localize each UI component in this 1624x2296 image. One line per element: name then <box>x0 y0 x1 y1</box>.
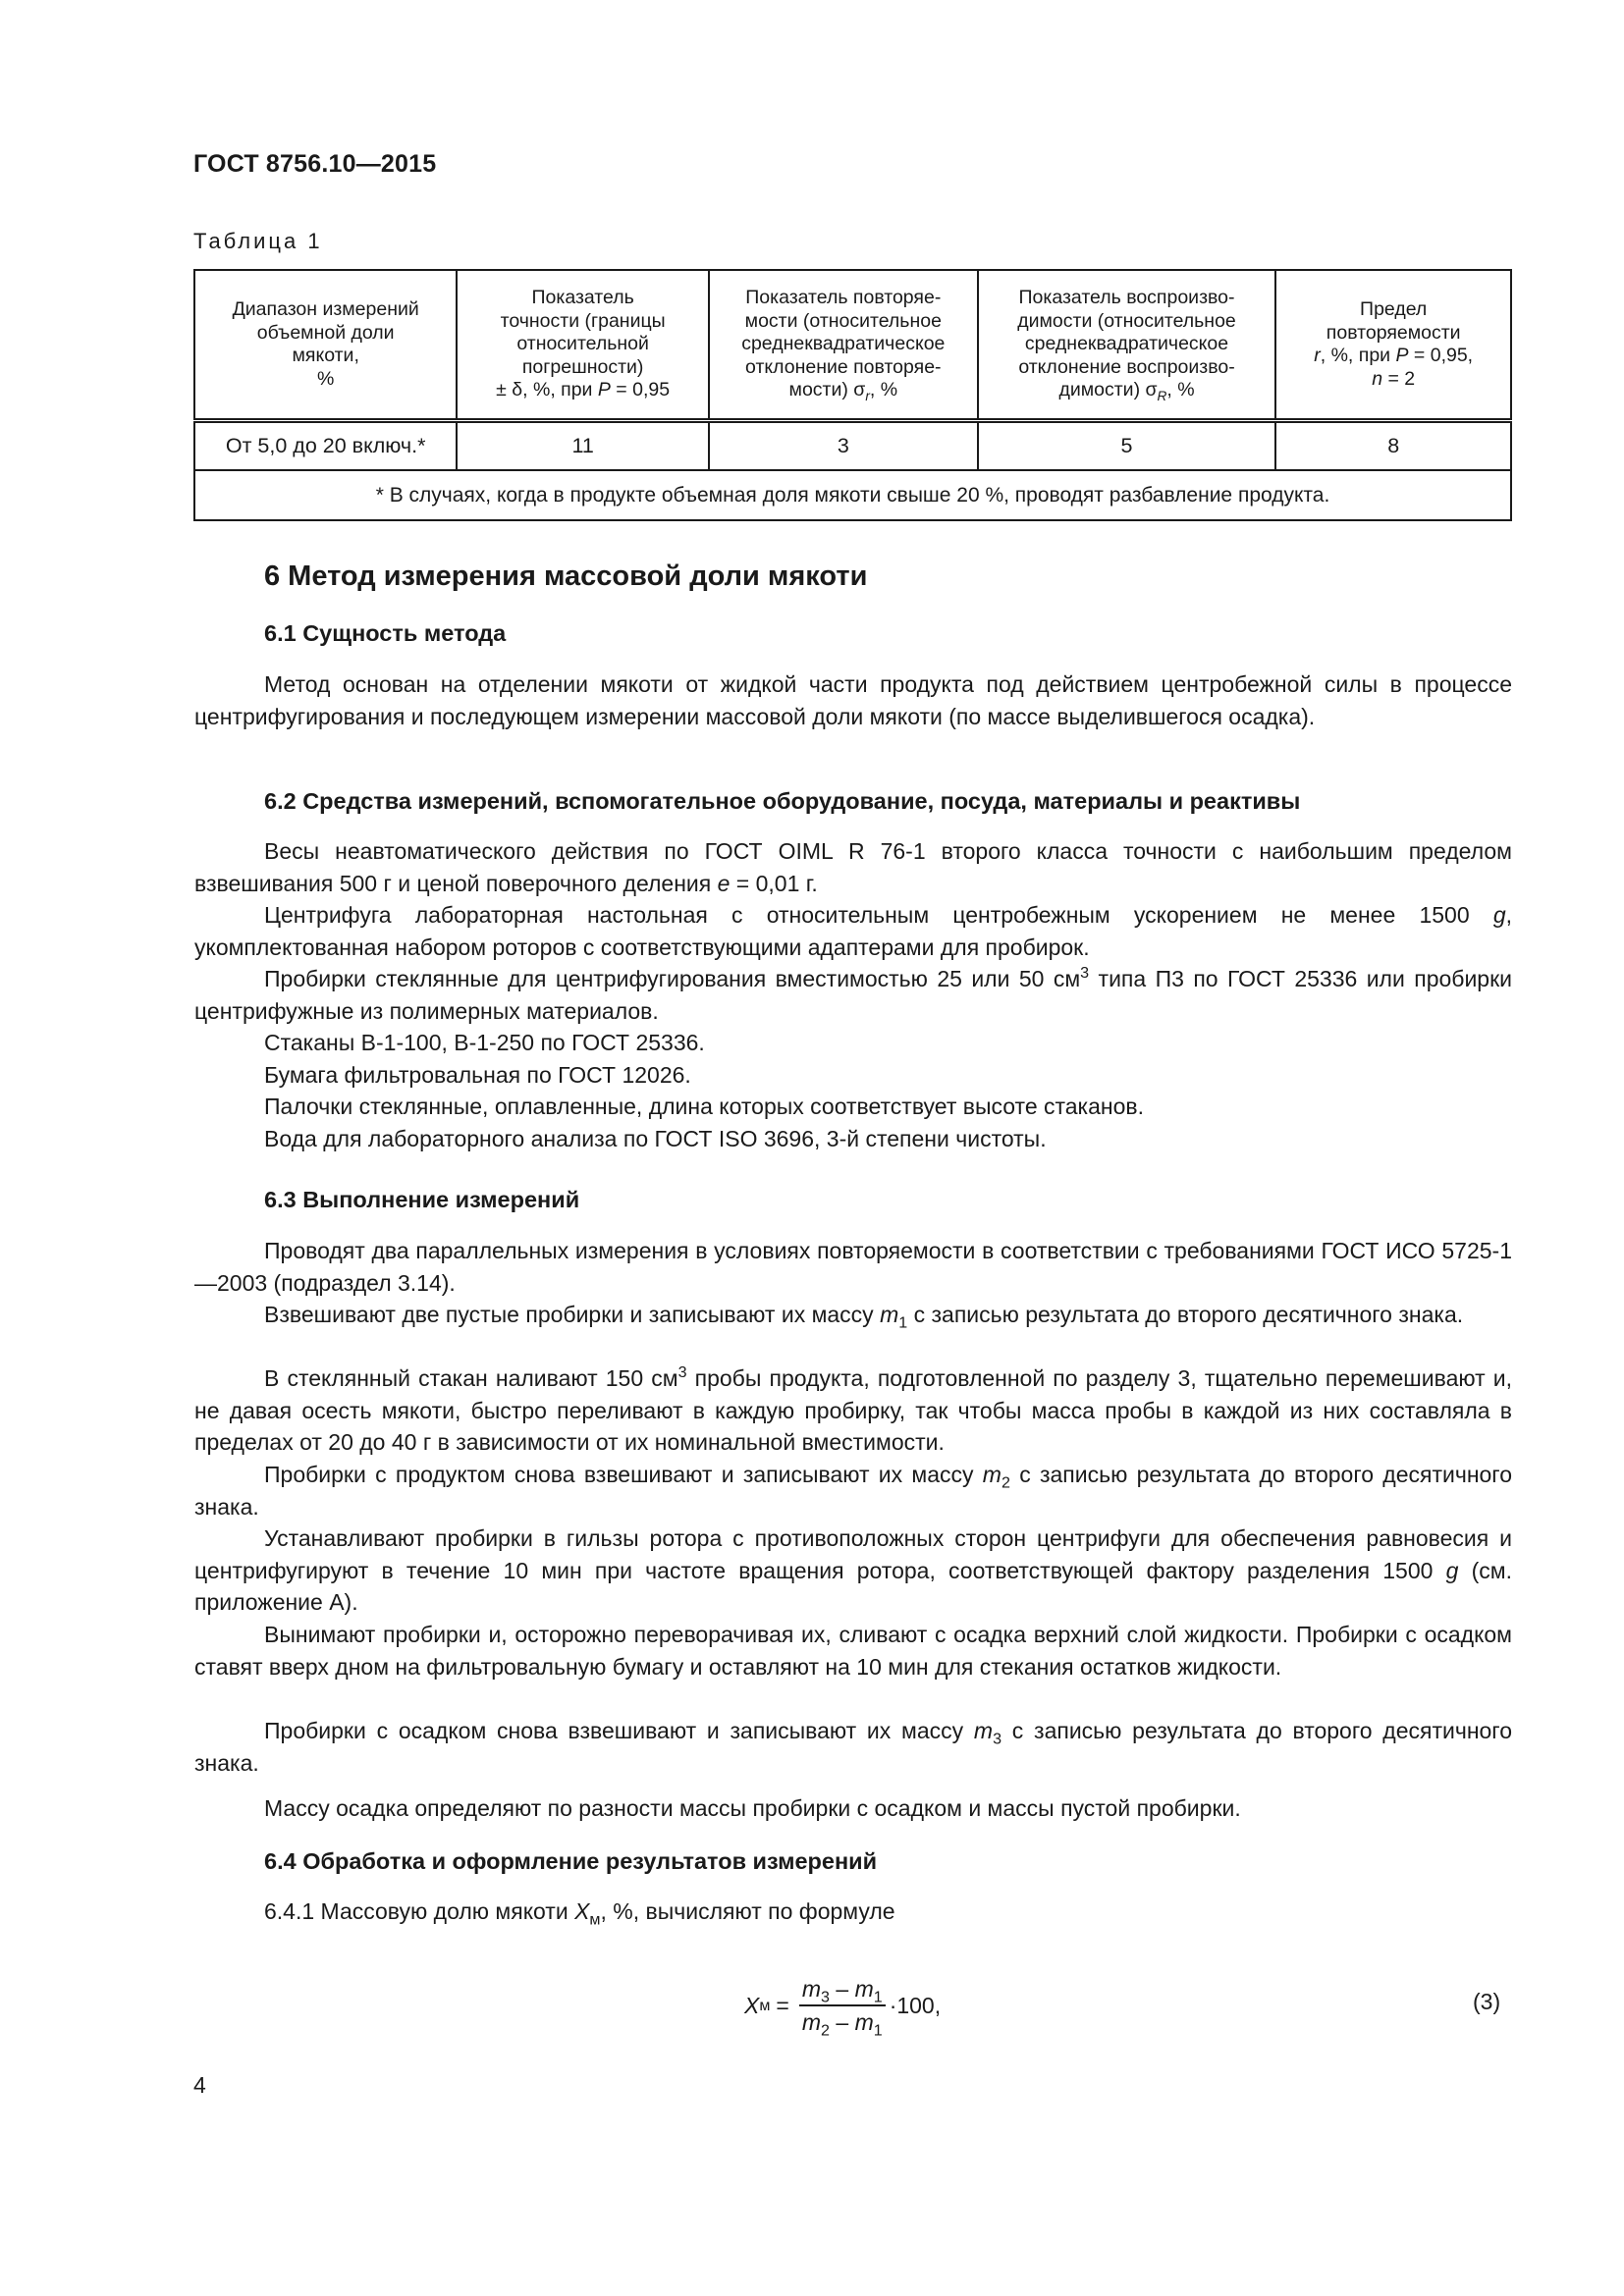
section-6-3-paragraph-7: Пробирки с осадком снова взвешивают и записывают их массу $m_3$ с записью результата до второго десятичного знака. <box>194 1718 1512 1776</box>
section-6-4-heading: 6.4 Обработка и оформление результатов измерений <box>264 1848 878 1874</box>
cell-range: От 5,0 до 20 включ.* <box>194 421 457 471</box>
cell-reproducibility: 5 <box>978 421 1276 471</box>
table-label: Таблица 1 <box>193 229 323 253</box>
cell-repeatability: 3 <box>709 421 978 471</box>
section-6-4-1-paragraph: 6.4.1 Массовую долю мякоти $X_м$, %, вычисляют по формуле <box>264 1898 895 1929</box>
section-6-1-paragraph: Метод основан на отделении мякоти от жидкой части продукта под действием центробежной силы в процессе центрифугирования и последующем измерении массовой доли мякоти (по массе выделившегося осадка). <box>194 671 1512 729</box>
section-6-3-paragraph-5: Устанавливают пробирки в гильзы ротора с противоположных сторон центрифуги для обеспечения равновесия и центрифугируют в течение 10 мин при частоте вращения ротора, соответствующей фактору разделения 1500 g (см. приложение А). <box>194 1525 1512 1616</box>
section-6-1-heading: 6.1 Сущность метода <box>264 620 507 646</box>
table-row <box>194 421 1511 471</box>
section-6-2-paragraph-filter-paper: Бумага фильтровальная по ГОСТ 12026. <box>264 1062 691 1088</box>
section-6-heading: 6 Метод измерения массовой доли мякоти <box>264 561 868 592</box>
table-footnote: * В случаях, когда в продукте объемная доля мякоти свыше 20 %, проводят разбавление продукта. <box>194 470 1511 520</box>
section-6-3-paragraph-4: Пробирки с продуктом снова взвешивают и записывают их массу $m_2$ с записью результата до второго десятичного знака. <box>194 1462 1512 1520</box>
section-6-3-paragraph-2: Взвешивают две пустые пробирки и записывают их массу $m_1$ с записью результата до второго десятичного знака. <box>264 1302 1464 1332</box>
formula-denominator: $m_2 - m_1$ <box>801 2009 883 2040</box>
cell-accuracy: 11 <box>457 421 709 471</box>
column-header-accuracy: Показатель точности (границы относительной погрешности) ± δ, %, при P = 0,95 <box>457 270 709 421</box>
column-header-repeatability-limit: Предел повторяемости r, %, при P = 0,95, n = 2 <box>1275 270 1511 421</box>
section-6-2-paragraph-tubes: Пробирки стеклянные для центрифугирования вместимостью 25 или 50 $см^3$ типа П3 по ГОСТ 25336 или пробирки центрифужные из полимерных материалов. <box>194 964 1512 1024</box>
formula-fraction <box>799 1976 886 2040</box>
section-6-3-heading: 6.3 Выполнение измерений <box>264 1187 580 1212</box>
cell-repeatability-limit: 8 <box>1275 421 1511 471</box>
column-header-repeatability: Показатель повторяе- мости (относительное среднеквадратическое отклонение повторяе- мости) $\sigma_r$, % <box>709 270 978 421</box>
section-6-3-paragraph-6: Вынимают пробирки и, осторожно переворачивая их, сливают с осадка верхний слой жидкости. Пробирки с осадком ставят вверх дном на фильтровальную бумагу и оставляют на 10 мин для стекания остатков жидкости. <box>194 1622 1512 1680</box>
section-6-3-paragraph-8: Массу осадка определяют по разности массы пробирки с осадком и массы пустой пробирки. <box>264 1795 1241 1821</box>
section-6-3-paragraph-1: Проводят два параллельных измерения в условиях повторяемости в соответствии с требованиями ГОСТ ИСО 5725-1—2003 (подраздел 3.14). <box>194 1238 1512 1296</box>
document-code: ГОСТ 8756.10—2015 <box>193 150 437 178</box>
section-6-2-paragraph-scales: Весы неавтоматического действия по ГОСТ OIML R 76-1 второго класса точности с наибольшим пределом взвешивания 500 г и ценой поверочного деления e = 0,01 г. <box>194 838 1512 896</box>
formula-pulp-mass-fraction: X м = $\frac{m_3 - m_1}{m_2 - m_1}$ ·100, <box>744 1976 942 2040</box>
table-footnote-row <box>194 470 1511 520</box>
page-number: 4 <box>193 2072 206 2098</box>
section-6-3-paragraph-3: В стеклянный стакан наливают 150 $см^3$ пробы продукта, подготовленной по разделу 3, тщательно перемешивают и, не давая осесть мякоти, быстро переливают в каждую пробирку, так чтобы масса пробы в каждой из них составляла в пределах от 20 до 40 г в зависимости от их номинальной вместимости. <box>194 1363 1512 1456</box>
section-6-2-paragraph-water: Вода для лабораторного анализа по ГОСТ ISO 3696, 3-й степени чистоты. <box>264 1126 1047 1151</box>
formula-numerator: $m_3 - m_1$ <box>799 1976 886 2006</box>
section-6-2-paragraph-glass-rods: Палочки стеклянные, оплавленные, длина которых соответствует высоте стаканов. <box>264 1094 1145 1119</box>
section-6-2-heading: 6.2 Средства измерений, вспомогательное оборудование, посуда, материалы и реактивы <box>264 788 1301 814</box>
measurement-characteristics-table <box>193 269 1512 521</box>
equation-number: (3) <box>1473 1989 1501 2014</box>
column-header-range: Диапазон измерений объемной доли мякоти, % <box>194 270 457 421</box>
section-6-2-paragraph-beakers: Стаканы В-1-100, В-1-250 по ГОСТ 25336. <box>264 1030 705 1055</box>
section-6-2-paragraph-centrifuge: Центрифуга лабораторная настольная с относительным центробежным ускорением не менее 1500 g, укомплектованная набором роторов с соответствующими адаптерами для пробирок. <box>194 902 1512 960</box>
column-header-reproducibility: Показатель воспроизво- димости (относительное среднеквадратическое отклонение воспроизво- димости) $\sigma_R$, % <box>978 270 1276 421</box>
